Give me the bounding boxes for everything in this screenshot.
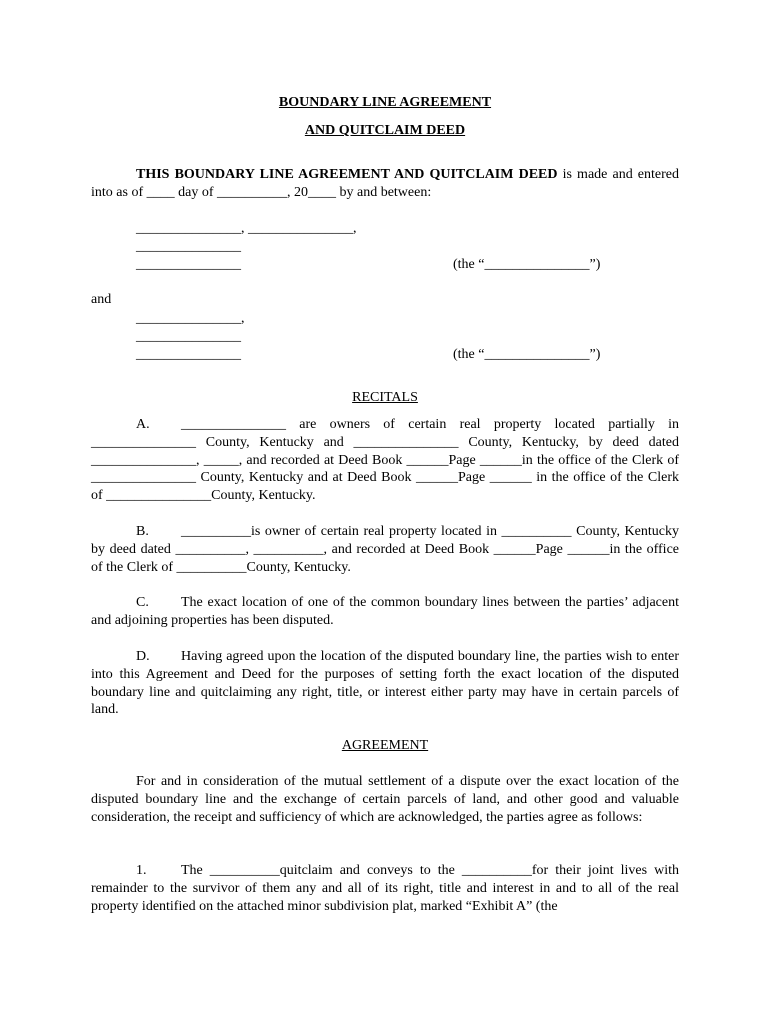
recital-text: The exact location of one of the common boundary lines between the parties’ adjacent and adjoining properties has been disputed. (91, 595, 679, 628)
party2-line1: _______________, (136, 311, 245, 326)
document-title-line2: AND QUITCLAIM DEED (304, 123, 466, 138)
recital-a (91, 416, 679, 505)
recital-text: _______________ are owners of certain real property located partially in _______________ County, Kentucky and _______________ County, Kentucky, by deed dated _______________, _____, and recorded at Deed Book ______Page ______in the office of the Clerk of _______________ County, Kentucky and at Deed Book ______Page ______ in the office of the Clerk of _______________County, Kentucky. (91, 417, 679, 504)
recital-text: __________is owner of certain real property located in __________ County, Kentucky by deed dated __________, __________, and recorded at Deed Book ______Page ______in the office of the Clerk of __________County, Kentucky. (91, 524, 679, 575)
recital-text: Having agreed upon the location of the disputed boundary line, the parties wish to enter into this Agreement and Deed for the purposes of setting forth the exact location of the disputed boundary line and quitclaiming any right, title, or interest either party may have in certain parcels of land. (91, 649, 679, 718)
intro-paragraph (91, 166, 679, 202)
party2-line2: _______________ (136, 329, 241, 344)
recital-c (91, 594, 679, 630)
recital-b (91, 523, 679, 576)
recital-label: D. (136, 649, 150, 664)
intro-bold-text: THIS BOUNDARY LINE AGREEMENT AND QUITCLAIM DEED (136, 167, 558, 182)
party2-line3: _______________ (136, 347, 241, 362)
party1-line3: _______________ (136, 257, 241, 272)
party1-line1: _______________, _______________, (136, 221, 357, 236)
recital-label: B. (136, 524, 149, 539)
recital-label: C. (136, 595, 149, 610)
party1-designation: (the “_______________”) (453, 257, 601, 272)
agreement-heading: AGREEMENT (341, 738, 429, 753)
party2-designation: (the “_______________”) (453, 347, 601, 362)
document-title-line1: BOUNDARY LINE AGREEMENT (278, 95, 492, 110)
recital-label: A. (136, 417, 150, 432)
agreement-intro-text: For and in consideration of the mutual settlement of a dispute over the exact location of the disputed boundary line and the exchange of certain parcels of land, and other good and valuable consideration, the receipt and sufficiency of which are acknowledged, the parties agree as follows: (91, 774, 679, 825)
recitals-heading: RECITALS (352, 390, 418, 405)
party1-line2: _______________ (136, 239, 241, 254)
clause-text: The __________quitclaim and conveys to the __________for their joint lives with remainder to the survivor of them any and all of its right, title and interest in and to all of the real property identified on the attached minor subdivision plat, marked “Exhibit A” (the (91, 863, 679, 914)
and-word: and (91, 292, 112, 307)
recital-d (91, 648, 679, 719)
agreement-intro (91, 773, 679, 826)
clause-1 (91, 862, 679, 915)
clause-label: 1. (136, 863, 147, 878)
intro-rest-text: is made and entered into as of ____ day of __________, 20____ by and between: (91, 167, 680, 200)
